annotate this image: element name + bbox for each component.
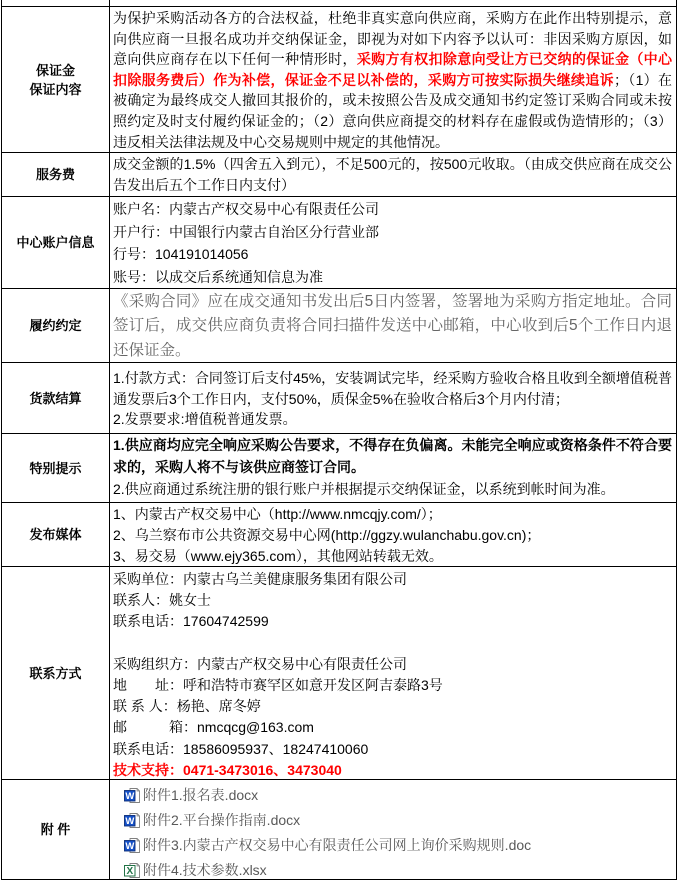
row-label-publish-media: 发布媒体: [2, 503, 110, 566]
contact-tech-support-line: 技术支持：0471-3473016、3473040: [113, 761, 342, 778]
row-content-account-info: [110, 197, 676, 288]
contact-purchaser-line: 采购单位：内蒙古乌兰美健康服务集团有限公司: [113, 571, 407, 587]
attachment-item[interactable]: [124, 808, 676, 833]
row-label-guarantee: [2, 7, 110, 152]
account-bank-number-line: 行号：104191014056: [113, 246, 249, 263]
contact-phone-line: 联系电话：17604742599: [113, 613, 269, 630]
row-attachments: [2, 780, 676, 879]
row-label-contact: 联系方式: [2, 567, 110, 779]
guarantee-text-highlight: 采购方有权扣除意向受让方已交纳的保证金（中心扣除服务费后）作为补偿，保证金不足以补偿的，采购方可按实际损失继续追诉: [113, 51, 673, 88]
account-name-line: 账户名：内蒙古产权交易中心有限责任公司: [113, 201, 379, 217]
word-file-icon: [124, 813, 140, 828]
attachment-item[interactable]: [124, 783, 676, 808]
row-content-payment: [110, 363, 676, 433]
row-content-contact: [110, 567, 676, 779]
media-line: 3、易交易（www.ejy365.com），其他网站转载无效。: [113, 548, 443, 565]
row-content-special-notice: [110, 434, 676, 502]
row-content-publish-media: [110, 503, 676, 566]
svg-text:X: X: [126, 866, 134, 877]
row-service-fee: [2, 153, 676, 197]
notice-table: [1, 6, 677, 880]
media-line: 2、乌兰察布市公共资源交易中心网(http://ggzy.wulanchabu.gov.cn)；: [113, 527, 541, 544]
row-publish-media: [2, 503, 676, 567]
svg-text:W: W: [125, 816, 135, 827]
row-guarantee: [2, 7, 676, 153]
row-label-line: 保证金: [35, 62, 75, 78]
row-label-service-fee: 服务费: [2, 153, 110, 196]
row-account-info: [2, 197, 676, 289]
contact-address-line: 地 址：呼和浩特市赛罕区如意开发区阿吉泰路3号: [113, 677, 443, 693]
attachment-item[interactable]: [124, 833, 676, 858]
row-content-attachments: [110, 780, 676, 879]
row-label-line: 保证内容: [29, 81, 82, 97]
payment-item: 2.发票要求:增值税普通发票。: [113, 411, 297, 427]
row-contact-info: [2, 567, 676, 780]
contact-person-line: 联系人：姚女士: [113, 592, 211, 609]
special-notice-bold-item: 1.供应商均应完全响应采购公告要求，不得存在负偏离。未能完全响应或资格条件不符合要求的，采购人将不与该供应商签订合同。: [113, 437, 672, 475]
row-label-account-info: 中心账户信息: [2, 197, 110, 288]
payment-item: 1.付款方式：合同签订后支付45%，安装调试完毕，经采购方验收合格且收到全额增值税普通发票后3个工作日内，支付50%，质保金5%在验收合格后3个月内付清；: [113, 370, 672, 407]
row-content-performance: 《采购合同》应在成交通知书发出后5日内签署，签署地为采购方指定地址。合同签订后，成交供应商负责将合同扫描件发送中心邮箱，中心收到后5个工作日内退还保证金。: [113, 293, 672, 359]
word-file-icon: [124, 838, 140, 853]
row-payment-settlement: [2, 363, 676, 434]
guarantee-text-normal: ；（1）在被确定为最终成交人撤回其报价的，或未按照公告及成交通知书约定签订采购合同或未按照约定及时支付履约保证金的；（2）意向供应商提交的材料存在虚假或伪造情形的；（3）违反相关法律法规及中心交易规则中规定的其他情况。: [113, 71, 672, 150]
contact-organizer-line: 采购组织方：内蒙古产权交易中心有限责任公司: [113, 655, 407, 672]
media-line: 1、内蒙古产权交易中心（http://www.nmcqjy.com/）；: [113, 506, 442, 522]
row-special-notice: [2, 434, 676, 503]
guarantee-text-normal: 为保护采购活动各方的合法权益，杜绝非真实意向供应商，采购方在此作出特别提示，意向供应商一旦报名成功并交纳保证金，即视为对如下内容予以认可：非因采购方原因，如意向供应商存在以下任何一种情形时，: [113, 10, 672, 68]
row-content-service-fee: 成交金额的1.5%（四舍五入到元），不足500元的，按500元收取。（由成交供应商在成交公告发出后五个工作日内支付）: [113, 156, 672, 193]
row-performance-agreement: [2, 289, 676, 363]
attachment-name: 附件2.平台操作指南.docx: [143, 812, 301, 829]
contact-blank-line: [113, 633, 672, 654]
special-notice-normal-item: 2.供应商通过系统注册的银行账户并根据提示交纳保证金，以系统到帐时间为准。: [113, 480, 615, 497]
attachment-name: 附件3.内蒙古产权交易中心有限责任公司网上询价采购规则.doc: [143, 837, 532, 854]
row-label-special-notice: 特别提示: [2, 434, 110, 502]
word-file-icon: [124, 788, 140, 803]
svg-text:W: W: [125, 841, 135, 852]
row-content-guarantee: [110, 7, 676, 152]
account-number-line: 账号：以成交后系统通知信息为准: [113, 269, 323, 286]
account-bank-line: 开户行：中国银行内蒙古自治区分行营业部: [113, 223, 379, 240]
attachment-name: 附件1.报名表.docx: [143, 787, 259, 804]
contact-organizer-phone-line: 联系电话：18586095937、18247410060: [113, 740, 369, 757]
row-label-payment: 货款结算: [2, 363, 110, 433]
contact-email-line: 邮 箱：nmcqcg@163.com: [113, 719, 314, 736]
table-top-partial-cell: [2, 0, 110, 6]
svg-text:W: W: [125, 791, 135, 802]
row-label-attachments: 附 件: [2, 780, 110, 879]
excel-file-icon: [124, 863, 140, 878]
row-label-performance: 履约约定: [2, 289, 110, 362]
contact-organizer-person-line: 联 系 人：杨艳、席冬婷: [113, 698, 261, 715]
attachment-name: 附件4.技术参数.xlsx: [143, 862, 267, 879]
attachment-item[interactable]: [124, 858, 676, 879]
